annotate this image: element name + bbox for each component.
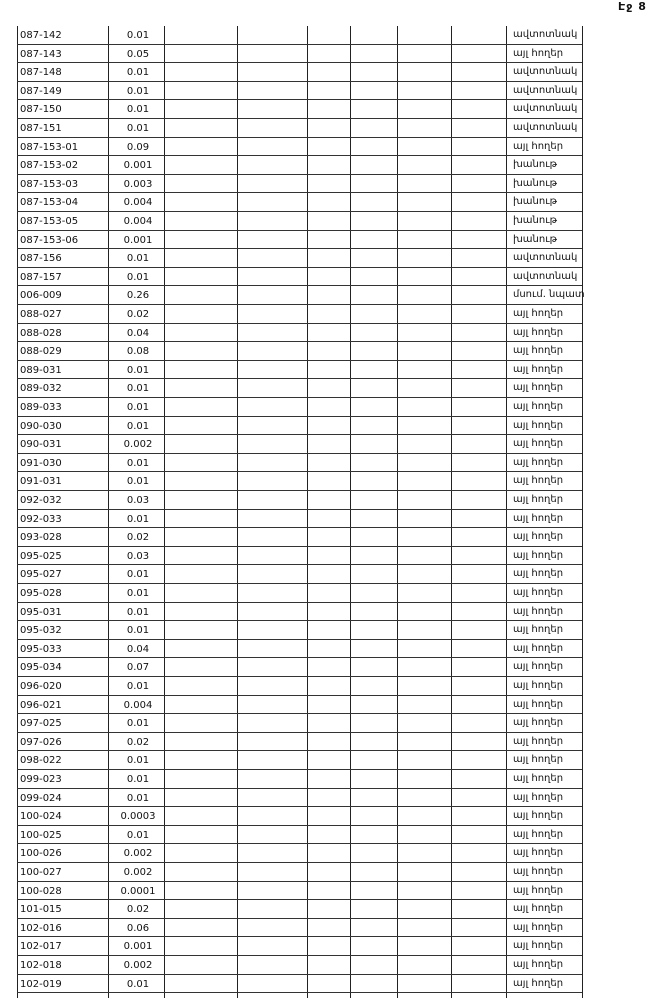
parcel-area: 0.004 [123,216,153,227]
parcel-code: 089-033 [20,402,62,413]
parcel-code: 101-015 [20,904,62,916]
table-row [0,510,672,529]
parcel-area: 0.02 [126,309,150,320]
parcel-purpose: այլ հողեր [513,140,564,152]
parcel-area: 0.09 [126,141,150,153]
row-rule [164,992,582,993]
parcel-code: 092-033 [20,513,62,525]
parcel-purpose: այլ հողեր [513,735,564,747]
table-row [0,156,672,175]
parcel-code: 099-023 [20,774,62,785]
parcel-area: 0.01 [126,85,150,97]
table-row [0,305,672,324]
table-row [0,621,672,640]
parcel-purpose: այլ հողեր [513,903,564,915]
table-row [0,547,672,566]
parcel-code: 100-024 [20,811,62,823]
parcel-area: 0.01 [126,625,150,637]
parcel-code: 102-018 [20,960,62,971]
parcel-purpose: այլ հողեր [513,363,564,375]
table-row [0,975,672,994]
parcel-purpose: այլ հողեր [513,326,564,338]
table-row [0,733,672,752]
parcel-purpose: այլ հողեր [513,475,564,487]
table-row [0,119,672,138]
parcel-purpose: այլ հողեր [513,438,564,450]
table-row [0,175,672,194]
parcel-code: 091-031 [20,476,62,488]
parcel-purpose: ավտոտնակ [513,66,578,78]
parcel-code: 088-029 [20,346,62,358]
parcel-purpose: այլ հողեր [513,494,564,505]
table-row [0,324,672,343]
parcel-purpose: այլ հողեր [513,549,564,561]
table-row [0,45,672,64]
parcel-code: 088-027 [20,309,62,320]
parcel-code: 098-022 [20,755,62,767]
table-row [0,138,672,157]
parcel-area: 0.01 [126,67,150,79]
parcel-code: 096-020 [20,681,62,692]
parcel-area: 0.01 [126,364,150,376]
parcel-purpose: այլ հողեր [513,754,564,766]
parcel-purpose: այլ հողեր [513,884,564,896]
parcel-area: 0.01 [126,30,150,41]
parcel-purpose: այլ հողեր [513,717,564,729]
table-row [0,677,672,696]
table-row [0,751,672,770]
parcel-purpose: ավտոտնակ [513,84,578,96]
parcel-code: 095-032 [20,625,62,637]
parcel-area: 0.02 [126,904,150,916]
parcel-code: 102-019 [20,978,62,990]
parcel-purpose: այլ հողեր [513,810,564,822]
parcel-code: 100-025 [20,829,62,841]
parcel-code: 090-030 [20,420,62,432]
table-row [0,398,672,417]
parcel-code: 087-153-02 [20,160,79,172]
parcel-area: 0.01 [126,774,150,785]
parcel-purpose: այլ հողեր [513,940,564,952]
parcel-area: 0.004 [123,197,153,209]
parcel-code: 097-025 [20,718,62,730]
parcel-area: 0.01 [126,606,150,618]
parcel-purpose: այլ հողեր [513,568,564,580]
parcel-purpose: ավտոտնակ [513,252,578,264]
parcel-area: 0.002 [123,867,153,878]
table-row [0,212,672,231]
parcel-area: 0.06 [126,922,150,934]
parcel-area: 0.001 [123,234,153,246]
parcel-purpose: խանութ [513,159,557,171]
parcel-area: 0.01 [126,513,150,525]
parcel-purpose: խանութ [513,215,557,226]
parcel-area: 0.001 [123,160,153,172]
table-row [0,956,672,975]
parcel-area: 0.01 [126,402,150,413]
parcel-area: 0.08 [126,346,150,358]
parcel-area: 0.01 [126,755,150,767]
parcel-purpose: այլ հողեր [513,977,564,989]
parcel-purpose: այլ հողեր [513,642,564,654]
parcel-purpose: այլ հողեր [513,531,564,543]
parcel-code: 102-017 [20,941,62,953]
table-row [0,286,672,305]
table-row [0,658,672,677]
table-row [0,379,672,398]
parcel-code: 100-027 [20,867,62,878]
parcel-purpose: ավտոտնակ [513,122,578,133]
parcel-code: 087-153-01 [20,141,79,153]
parcel-purpose: այլ հողեր [513,661,564,673]
table-row [0,268,672,287]
parcel-area: 0.004 [123,699,153,711]
parcel-code: 095-033 [20,643,62,655]
page-number: Էջ 8 [618,0,647,13]
parcel-purpose: այլ հողեր [513,921,564,933]
table-row [0,417,672,436]
parcel-code: 089-032 [20,383,62,395]
row-rule [17,992,166,993]
table-row [0,491,672,510]
parcel-area: 0.01 [126,123,150,134]
table-row [0,937,672,956]
parcel-purpose: այլ հողեր [513,401,564,412]
table-row [0,454,672,473]
table-row [0,100,672,119]
parcel-purpose: այլ հողեր [513,308,564,319]
parcel-code: 088-028 [20,327,62,339]
parcel-area: 0.26 [126,290,150,302]
parcel-area: 0.01 [126,588,150,599]
parcel-code: 006-009 [20,290,62,302]
parcel-purpose: այլ հողեր [513,624,564,636]
parcel-purpose: այլ հողեր [513,773,564,784]
parcel-area: 0.02 [126,532,150,544]
parcel-area: 0.04 [126,643,150,655]
parcel-code: 090-031 [20,439,62,451]
table-row [0,435,672,454]
parcel-purpose: այլ հողեր [513,828,564,840]
table-row [0,603,672,622]
parcel-purpose: խանութ [513,233,557,245]
table-row [0,361,672,380]
parcel-area: 0.01 [126,457,150,469]
parcel-area: 0.03 [126,550,150,562]
parcel-area: 0.0001 [120,885,156,897]
parcel-purpose: այլ հողեր [513,419,564,431]
table-row [0,26,672,45]
parcel-purpose: այլ հողեր [513,587,564,598]
parcel-code: 087-148 [20,67,62,79]
parcel-area: 0.003 [123,178,153,190]
table-row [0,231,672,250]
parcel-code: 095-027 [20,569,62,581]
parcel-purpose: այլ հողեր [513,456,564,468]
table-row [0,844,672,863]
parcel-area: 0.01 [126,420,150,432]
parcel-area: 0.02 [126,736,150,748]
parcel-code: 091-030 [20,457,62,469]
table-row [0,82,672,101]
parcel-code: 087-156 [20,253,62,265]
parcel-purpose: այլ հողեր [513,47,564,59]
parcel-purpose: այլ հողեր [513,605,564,617]
parcel-code: 087-151 [20,123,62,134]
table-row [0,640,672,659]
table-row [0,63,672,82]
parcel-purpose: այլ հողեր [513,866,564,877]
table-row [0,919,672,938]
table-row [0,882,672,901]
parcel-area: 0.01 [126,792,150,804]
table-row [0,826,672,845]
parcel-purpose: ավտոտնակ [513,29,578,40]
parcel-area: 0.01 [126,271,150,283]
table-row [0,342,672,361]
parcel-purpose: այլ հողեր [513,382,564,394]
table-row [0,770,672,789]
parcel-code: 087-153-04 [20,197,79,209]
parcel-area: 0.0003 [120,811,156,823]
parcel-code: 095-031 [20,606,62,618]
table-row [0,472,672,491]
parcel-purpose: ավտոտնակ [513,270,578,282]
parcel-code: 087-153-06 [20,234,79,246]
table-row [0,193,672,212]
parcel-purpose: այլ հողեր [513,847,564,859]
parcel-purpose: այլ հողեր [513,791,564,803]
parcel-purpose: խանութ [513,177,557,189]
parcel-purpose: այլ հողեր [513,345,564,357]
parcel-purpose: այլ հողեր [513,512,564,524]
table-row [0,696,672,715]
parcel-code: 087-153-03 [20,178,79,190]
parcel-area: 0.01 [126,829,150,841]
parcel-purpose: այլ հողեր [513,698,564,710]
parcel-code: 089-031 [20,364,62,376]
parcel-area: 0.01 [126,718,150,730]
parcel-area: 0.03 [126,495,150,506]
parcel-area: 0.04 [126,327,150,339]
table-row [0,714,672,733]
parcel-code: 087-150 [20,104,62,116]
parcel-area: 0.01 [126,978,150,990]
parcel-area: 0.001 [123,941,153,953]
parcel-area: 0.01 [126,681,150,692]
parcel-code: 096-021 [20,699,62,711]
parcel-area: 0.05 [126,48,150,60]
parcel-purpose: խանութ [513,196,557,208]
parcel-code: 097-026 [20,736,62,748]
parcel-area: 0.01 [126,104,150,116]
parcel-code: 095-034 [20,662,62,674]
parcel-purpose: ավտոտնակ [513,103,578,115]
table-row [0,900,672,919]
parcel-area: 0.01 [126,253,150,265]
parcel-code: 087-153-05 [20,216,79,227]
parcel-purpose: մսում. նպատ [513,289,585,301]
parcel-code: 099-024 [20,792,62,804]
parcel-code: 102-016 [20,922,62,934]
parcel-code: 095-028 [20,588,62,599]
parcel-area: 0.01 [126,476,150,488]
parcel-code: 100-028 [20,885,62,897]
parcel-code: 087-157 [20,271,62,283]
parcel-code: 100-026 [20,848,62,860]
parcel-code: 087-142 [20,30,62,41]
parcel-area: 0.002 [123,848,153,860]
parcel-code: 092-032 [20,495,62,506]
parcel-area: 0.07 [126,662,150,674]
table-row [0,807,672,826]
table-row [0,565,672,584]
parcel-area: 0.002 [123,439,153,451]
parcel-area: 0.01 [126,569,150,581]
parcel-code: 095-025 [20,550,62,562]
parcel-area: 0.01 [126,383,150,395]
table-row [0,584,672,603]
table-row [0,249,672,268]
parcel-purpose: այլ հողեր [513,680,564,691]
table-row [0,528,672,547]
table-row [0,789,672,808]
parcel-code: 087-149 [20,85,62,97]
parcel-purpose: այլ հողեր [513,959,564,970]
parcel-area: 0.002 [123,960,153,971]
parcel-code: 087-143 [20,48,62,60]
parcel-code: 093-028 [20,532,62,544]
table-row [0,863,672,882]
